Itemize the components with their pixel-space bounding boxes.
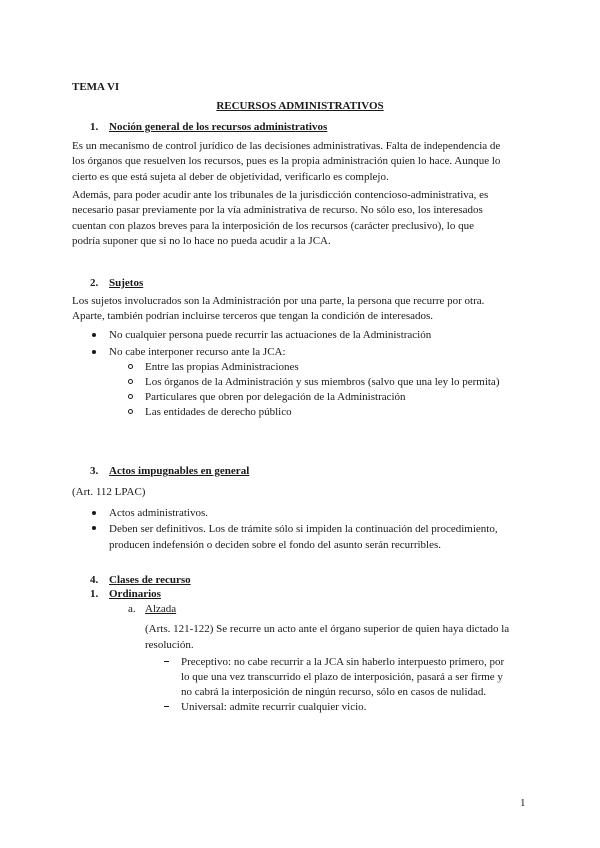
dash-icon — [164, 706, 169, 707]
document-title: RECURSOS ADMINISTRATIVOS — [216, 100, 384, 112]
list-item: Actos administrativos. — [109, 507, 208, 519]
section-2-number: 2. — [90, 277, 99, 289]
section-4-number: 4. — [90, 574, 99, 586]
bullet-dot-icon — [92, 526, 96, 530]
section-3-heading: Actos impugnables en general — [109, 465, 250, 477]
dash-item: Preceptivo: no cabe recurrir a la JCA sin haberlo interpuesto primero, por lo que una vez transcurrido el plazo de interposición, pasará a ser firme y no cabrá la interposición de ningún recurso, sólo en casos de nulidad. — [181, 656, 505, 698]
item-paragraph: (Arts. 121-122) Se recurre un acto ante el órgano superior de quien haya dictado la resolución. — [145, 623, 510, 651]
article-reference: (Art. 112 LPAC) — [72, 486, 146, 498]
bullet-circle-icon — [128, 394, 133, 399]
subsection-heading: Ordinarios — [109, 588, 161, 600]
section-1-paragraph-2: Además, para poder acudir ante los tribunales de la jurisdicción contencioso-administrativa, es necesario pasar previamente por la vía administrativa de recurso. No sólo eso, los interesados cuentan con plazos breves para la interposición de los recursos (carácter preclusivo), lo que podría suponer que si no lo hace no pueda acudir a la JCA. — [72, 189, 489, 247]
section-1-number: 1. — [90, 121, 99, 133]
section-4-heading: Clases de recurso — [109, 574, 191, 586]
sub-list-item: Entre las propias Administraciones — [145, 361, 299, 373]
section-1-heading: Noción general de los recursos administrativos — [109, 121, 328, 133]
bullet-circle-icon — [128, 379, 133, 384]
dash-icon — [164, 661, 169, 662]
bullet-dot-icon — [92, 333, 96, 337]
bullet-dot-icon — [92, 350, 96, 354]
dash-item: Universal: admite recurrir cualquier vicio. — [181, 701, 367, 713]
section-3-number: 3. — [90, 465, 99, 477]
section-2-heading: Sujetos — [109, 277, 144, 289]
sub-list-item: Las entidades de derecho público — [145, 406, 292, 418]
tema-label: TEMA VI — [72, 81, 120, 93]
item-heading: Alzada — [145, 603, 177, 615]
bullet-dot-icon — [92, 511, 96, 515]
section-1-paragraph-1: Es un mecanismo de control jurídico de las decisiones administrativas. Falta de independencia de los órganos que resuelven los recursos, pues es la propia administración quien lo hace. Aunque lo cierto es que está sujeta al deber de objetividad, verificarlo es complejo. — [72, 140, 501, 183]
list-item: Deben ser definitivos. Los de trámite sólo si impiden la continuación del procedimiento, producen indefensión o deciden sobre el fondo del asunto serán recurribles. — [109, 523, 498, 551]
list-item: No cualquier persona puede recurrir las actuaciones de la Administración — [109, 329, 432, 341]
subsection-number: 1. — [90, 588, 99, 600]
item-letter: a. — [128, 603, 136, 615]
list-item: No cabe interponer recurso ante la JCA: — [109, 346, 286, 358]
page-number: 1 — [520, 797, 526, 809]
sub-list-item: Los órganos de la Administración y sus miembros (salvo que una ley lo permita) — [145, 376, 500, 388]
section-2-paragraph: Los sujetos involucrados son la Administración por una parte, la persona que recurre por otra. Aparte, también podrían incluirse terceros que tengan la condición de interesados. — [72, 295, 485, 323]
bullet-circle-icon — [128, 409, 133, 414]
bullet-circle-icon — [128, 364, 133, 369]
sub-list-item: Particulares que obren por delegación de la Administración — [145, 391, 406, 403]
